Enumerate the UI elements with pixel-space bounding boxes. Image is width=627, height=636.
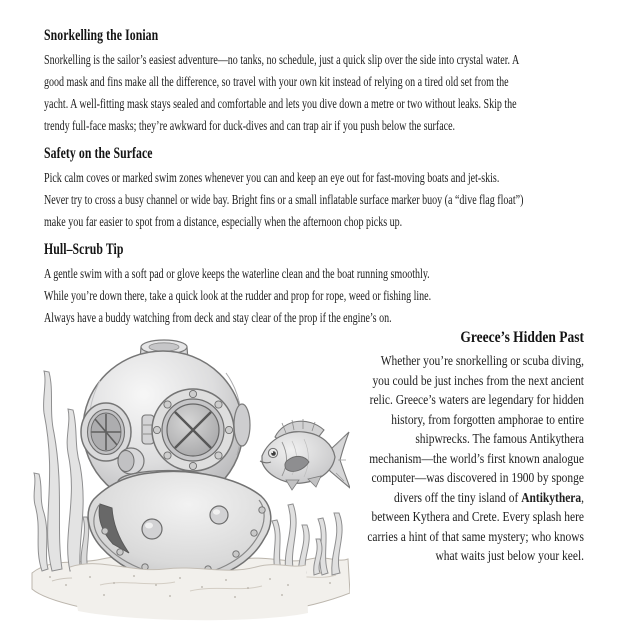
text-line: relic. Greece’s waters are legendary for hidden: [369, 392, 584, 407]
text-line: mechanism—the world’s first known analogue: [369, 450, 584, 466]
section-body: [44, 167, 606, 233]
text-line: computer—was discovered in 1900 by sponge: [371, 470, 584, 485]
text-line: While you’re down there, take a quick look at the rudder and prop for rope, weed or fishing line.: [44, 288, 432, 303]
breastplate-bolt-large: [142, 519, 162, 539]
helmet-front-porthole: [152, 389, 234, 471]
fish-pelvic-fin: [286, 480, 299, 490]
text-line: Never try to cross a busy channel or wide bay. Bright fins or a small inflatable surface marker buoy (a “dive flag float”): [44, 192, 524, 207]
section-body: [44, 263, 606, 329]
bold-line-prefix: divers off the tiny island of: [393, 489, 522, 505]
text-line: shipwrecks. The famous Antikythera: [415, 431, 584, 446]
helmet-side-valve: [118, 448, 144, 474]
text-line: carries a hint of that same mystery; who knows: [367, 528, 584, 544]
fish-icon: [260, 419, 350, 490]
section-body: [44, 49, 606, 137]
text-line: Whether you’re snorkelling or scuba diving,: [380, 353, 584, 368]
section-heading: Safety on the Surface: [44, 145, 153, 162]
helmet-right-porthole: [234, 404, 250, 446]
aside-hidden-past: [323, 328, 584, 566]
text-line: Snorkelling is the sailor’s easiest adventure—no tanks, no schedule, just a quick slip over the side into crystal water. A: [44, 52, 520, 67]
main-text-column: [44, 26, 606, 336]
section-snorkelling: [44, 26, 606, 137]
section-heading: Hull–Scrub Tip: [44, 241, 124, 258]
section-heading: Snorkelling the Ionian: [44, 27, 159, 44]
sand-foreground: [49, 564, 331, 621]
text-line: Pick calm coves or marked swim zones whenever you can and keep an eye out for fast-moving boats and jet-skis.: [44, 170, 500, 185]
text-line: A gentle swim with a soft pad or glove keeps the waterline clean and the boat running smoothly.: [44, 266, 430, 281]
breastplate-bolt-large: [210, 506, 228, 524]
text-line: good mask and fins make all the difference, so travel with your own kit instead of relying on a tired old set from the: [44, 74, 509, 89]
text-line-with-bold: [323, 488, 584, 508]
text-line: yacht. A well-fitting mask stays sealed and comfortable and lets you dive down a metre or two without leaks. Skip the: [44, 96, 517, 111]
aside-heading: Greece’s Hidden Past: [460, 329, 584, 346]
section-hull-scrub: [44, 240, 606, 329]
text-line: between Kythera and Crete. Every splash here: [371, 509, 584, 524]
section-safety: [44, 144, 606, 233]
text-line: Always have a buddy watching from deck and stay clear of the prop if the engine’s on.: [44, 310, 392, 325]
text-line: history, from forgotten amphorae to entire: [391, 411, 584, 427]
text-line: make you far easier to spot from a distance, especially when the afternoon chop picks up.: [44, 214, 403, 229]
text-line: trendy full-face masks; they’re awkward for duck-dives and can trap air if you push below the surface.: [44, 118, 456, 133]
diving-helmet: [81, 340, 271, 582]
bold-line-suffix: ,: [581, 489, 584, 505]
text-line: what waits just below your keel.: [435, 548, 584, 563]
diving-helmet-illustration: [30, 333, 350, 636]
bold-word-antikythera: Antikythera: [521, 489, 582, 505]
seaweed-left: [34, 371, 89, 571]
text-line: you could be just inches from the next ancient: [372, 372, 584, 388]
